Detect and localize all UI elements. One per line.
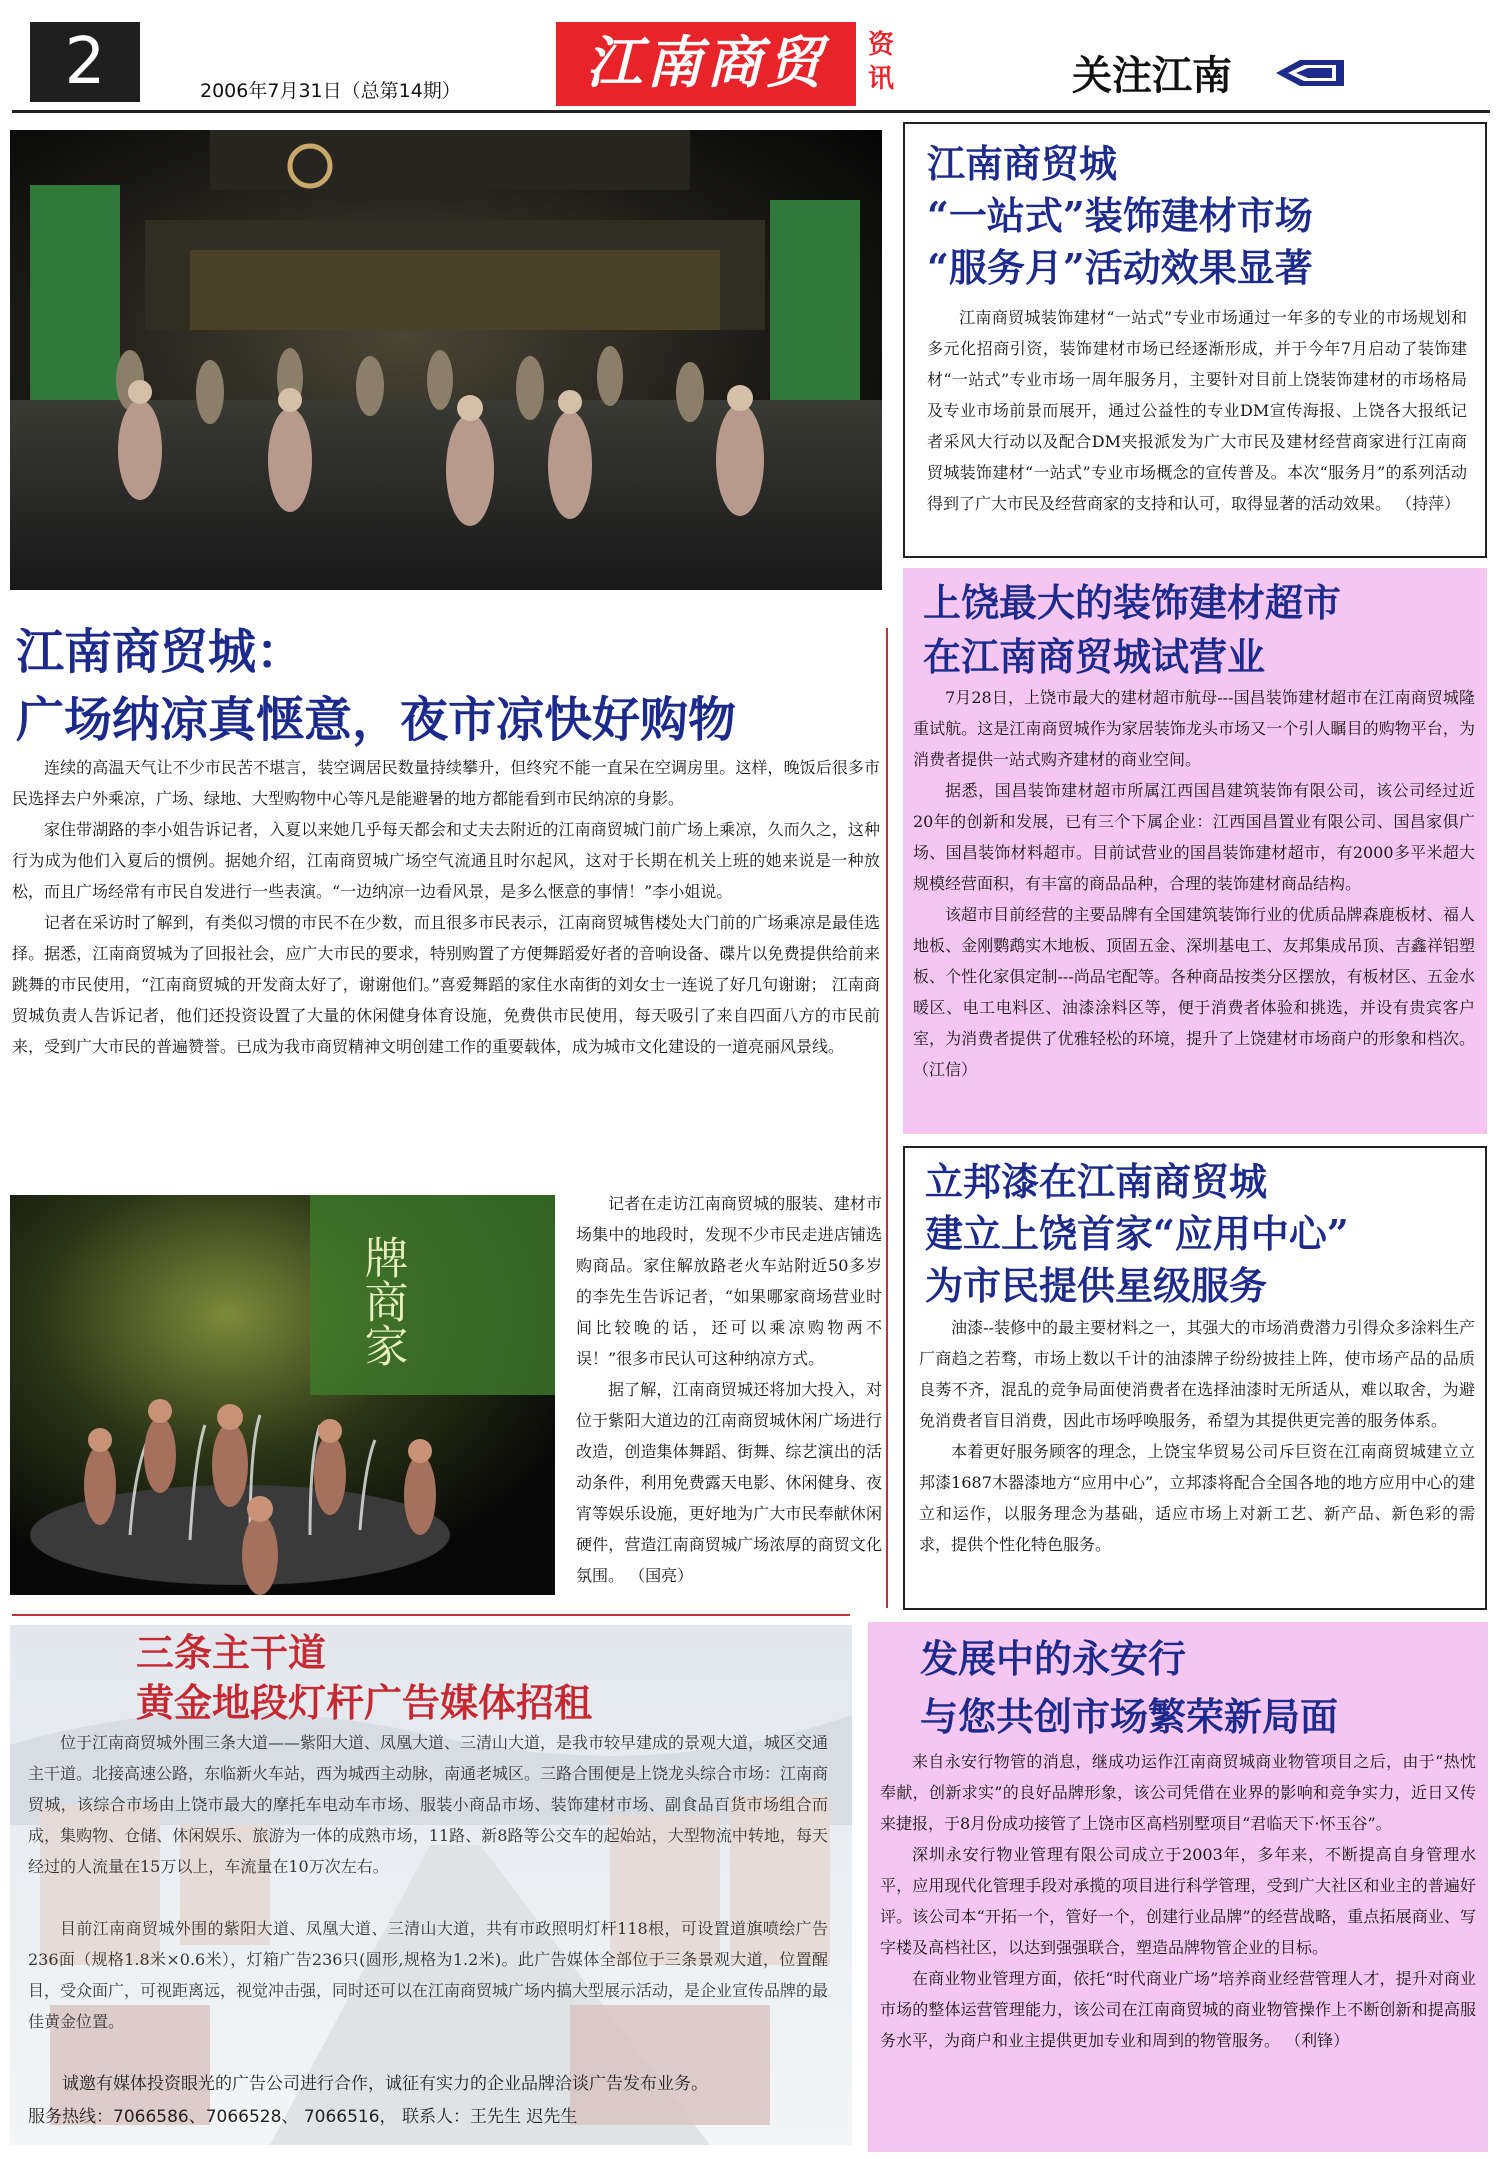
fountain-photo	[10, 1195, 555, 1595]
ad-invite: 诚邀有媒体投资眼光的广告公司进行合作，诚征有实力的企业品牌洽谈广告发布业务。	[62, 2074, 708, 2094]
paragraph: 江南商贸城装饰建材“一站式”专业市场通过一年多的专业的市场规划和多元化招商引资，装饰建材市场已经逐渐形成，并于今年7月启动了装饰建材“一站式”专业市场一周年服务月，主要针对目前上饶装饰建材的市场格局及专业市场前景而展开，通过公益性的专业DM宣传海报、上饶各大报纸记者采风大行动以及配合DM夹报派发为广大市民及建材经营商家进行江南商贸城装饰建材“一站式”专业市场概念的宣传普及。本次“服务月”的系列活动得到了广大市民及经营商家的支持和认可，取得显著的活动效果。 （持萍）	[927, 308, 1467, 513]
paragraph: 在商业物业管理方面，依托“时代商业广场”培养商业经营管理人才，提升对商业市场的整体运营管理能力，该公司在江南商贸城的商业物管操作上不断创新和提高服务水平，为商户和业主提供更加专业和周到的物管服务。 （利锋）	[880, 1969, 1476, 2050]
headline-line: 与您共创市场繁荣新局面	[920, 1694, 1339, 1739]
paragraph: 记者在走访江南商贸城的服装、建材市场集中的地段时，发现不少市民走进店铺选购商品。家住解放路老火车站附近50多岁的李先生告诉记者，“如果哪家商场营业时间比较晚的话，还可以乘凉购物两不误！”很多市民认可这种纳凉方式。	[576, 1194, 882, 1368]
ad-contact-line: 服务热线：7066586、7066528、 7066516， 联系人：王先生 迟先生	[28, 2107, 578, 2127]
paragraph: 该超市目前经营的主要品牌有全国建筑装饰行业的优质品牌森鹿板材、福人地板、金刚鹦鹉实木地板、顶固五金、深圳基电工、友邦集成吊顶、吉鑫祥铝塑板、个性化家俱定制---尚品宅配等。各种商品按类分区摆放，有板材区、五金水暖区、电工电料区、油漆涂料区等，便于消费者体验和挑选，并设有贵宾客户室，为消费者提供了优雅轻松的环境，提升了上饶建材市场商户的形象和档次。 （江信）	[913, 905, 1475, 1079]
paragraph: 深圳永安行物业管理有限公司成立于2003年，多年来，不断提高自身管理水平，应用现代化管理手段对承揽的项目进行科学管理，受到广大社区和业主的普遍好评。该公司本“开拓一个，管好一个，创建行业品牌”的经营战略，重点拓展商业、写字楼及高档社区，以达到强强联合，塑造品牌物管企业的目标。	[880, 1845, 1476, 1957]
logo-side-text: 资讯	[867, 30, 894, 94]
headline-line: 在江南商贸城试营业	[923, 634, 1266, 679]
paragraph: 来自永安行物管的消息，继成功运作江南商贸城商业物管项目之后，由于“热忱奉献，创新求实”的良好品牌形象，该公司凭借在业界的影响和竞争实力，近日又传来捷报，于8月份成功接管了上饶市区高档别墅项目“君临天下·怀玉谷”。	[880, 1752, 1476, 1833]
ad-body	[28, 1727, 828, 2037]
headline-line: 立邦漆在江南商贸城	[925, 1159, 1268, 1204]
column-divider	[886, 628, 888, 1608]
article-building-supermarket	[903, 568, 1487, 1134]
paragraph: 记者在采访时了解到，有类似习惯的市民不在少数，而且很多市民表示，江南商贸城售楼处大门前的广场乘凉是最佳选择。据悉，江南商贸城为了回报社会，应广大市民的要求，特别购置了方便舞蹈爱好者的音响设备、碟片以免费提供给前来跳舞的市民使用，“江南商贸城的开发商太好了，谢谢他们。”喜爱舞蹈的家住水南街的刘女士一连说了好几句谢谢； 江南商贸城负责人告诉记者，他们还投资设置了大量的休闲健身体育设施，免费供市民使用，每天吸引了来自四面八方的市民前来，受到广大市民的普遍赞誉。已成为我市商贸精神文明创建工作的重要载体，成为城市文化建设的一道亮丽风景线。	[12, 913, 880, 1056]
article-a-headline	[927, 138, 1467, 294]
main-article-body-column	[576, 1188, 882, 1591]
headline-line: 上饶最大的装饰建材超市	[923, 580, 1342, 625]
headline-line: 发展中的永安行	[920, 1636, 1187, 1681]
headline-line: 三条主干道	[136, 1630, 327, 1675]
section-arrow-icon	[1276, 60, 1344, 86]
paragraph: 家住带湖路的李小姐告诉记者，入夏以来她几乎每天都会和丈夫去附近的江南商贸城门前广场上乘凉，久而久之，这种行为成为他们入夏后的惯例。据她介绍，江南商贸城广场空气流通且时尔起风，这对于长期在机关上班的她来说是一种放松，而且广场经常有市民自发进行一些表演。“一边纳凉一边看风景，是多么惬意的事情！”李小姐说。	[12, 820, 880, 901]
article-b-body	[913, 682, 1475, 1085]
article-c-headline	[925, 1156, 1485, 1312]
masthead-logo: 江南商贸	[556, 22, 856, 106]
issue-date: 2006年7月31日（总第14期）	[200, 80, 461, 102]
headline-line: “服务月”活动效果显著	[927, 245, 1313, 290]
section-title: 关注江南	[1072, 52, 1232, 99]
section-divider	[12, 1614, 850, 1616]
article-service-month	[903, 122, 1487, 558]
article-d-headline	[920, 1630, 1480, 1746]
article-yonganxing	[868, 1622, 1488, 2152]
masthead-logo-side	[866, 28, 896, 96]
header-rule	[12, 110, 1490, 113]
plaza-dancing-photo	[10, 130, 882, 590]
paragraph: 目前江南商贸城外围的紫阳大道、凤凰大道、三清山大道，共有市政照明灯杆118根，可设置道旗喷绘广告236面（规格1.8米×0.6米），灯箱广告236只(圆形,规格为1.2米)。此广告媒体全部位于三条景观大道，位置醒目，受众面广，可视距离远，视觉冲击强，同时还可以在江南商贸城广场内搞大型展示活动，是企业宣传品牌的最佳黄金位置。	[28, 1919, 829, 2031]
headline-line: 广场纳凉真惬意，夜市凉快好购物	[16, 692, 737, 748]
ad-contact-block	[28, 2068, 828, 2134]
paragraph: 据了解，江南商贸城还将加大投入，对位于紫阳大道边的江南商贸城休闲广场进行改造，创造集体舞蹈、街舞、综艺演出的活动条件，利用免费露天电影、休闲健身、夜宵等娱乐设施，更好地为广大市民奉献休闲硬件，营造江南商贸城广场浓厚的商贸文化氛围。 （国亮）	[576, 1380, 882, 1585]
headline-line: 江南商贸城	[927, 141, 1118, 186]
paragraph: 7月28日，上饶市最大的建材超市航母---国昌装饰建材超市在江南商贸城隆重试航。这是江南商贸城作为家居装饰龙头市场又一个引人瞩目的购物平台，为消费者提供一站式购齐建材的商业空间。	[913, 688, 1475, 769]
photo-sign-text: 牌商家	[356, 1235, 408, 1367]
page-number: 2	[30, 22, 140, 102]
article-b-headline	[923, 576, 1473, 684]
paragraph: 本着更好服务顾客的理念，上饶宝华贸易公司斥巨资在江南商贸城建立立邦漆1687木器漆地方“应用中心”，立邦漆将配合全国各地的地方应用中心的建立和运作，以服务理念为基础，适应市场上对新工艺、新产品、新色彩的需求，提供个性化特色服务。	[919, 1442, 1475, 1554]
headline-line: 为市民提供星级服务	[925, 1263, 1268, 1308]
paragraph: 连续的高温天气让不少市民苦不堪言，装空调居民数量持续攀升，但终究不能一直呆在空调房里。这样，晚饭后很多市民选择去户外乘凉，广场、绿地、大型购物中心等凡是能避暑的地方都能看到市民纳凉的身影。	[12, 758, 880, 808]
paragraph: 位于江南商贸城外围三条大道——紫阳大道、凤凰大道、三清山大道，是我市较早建成的景观大道，城区交通主干道。北接高速公路，东临新火车站，西为城西主动脉，南通老城区。三路合围便是上饶龙头综合市场：江南商贸城，该综合市场由上饶市最大的摩托车电动车市场、服装小商品市场、装饰建材市场、副食品百货市场组合而成，集购物、仓储、休闲娱乐、旅游为一体的成熟市场，11路、新8路等公交车的起始站，大型物流中转地，每天经过的人流量在15万以上，车流量在10万次左右。	[28, 1733, 829, 1876]
main-article-headline	[16, 618, 876, 754]
headline-line: 黄金地段灯杆广告媒体招租	[136, 1680, 593, 1725]
article-d-body	[880, 1746, 1476, 2056]
ad-headline	[136, 1628, 836, 1728]
article-c-body	[919, 1312, 1475, 1560]
headline-line: 建立上饶首家“应用中心”	[925, 1211, 1349, 1256]
article-a-body	[927, 302, 1467, 519]
headline-line: 江南商贸城：	[16, 624, 305, 680]
main-article-body	[12, 752, 880, 1062]
paragraph: 据悉，国昌装饰建材超市所属江西国昌建筑装饰有限公司，该公司经过近20年的创新和发展，已有三个下属企业：江西国昌置业有限公司、国昌家俱广场、国昌装饰材料超市。目前试营业的国昌装饰建材超市，有2000多平米超大规模经营面积，有丰富的商品品种，合理的装饰建材商品结构。	[913, 781, 1475, 893]
paragraph: 油漆--装修中的最主要材料之一，其强大的市场消费潜力引得众多涂料生产厂商趋之若骛，市场上数以千计的油漆牌子纷纷披挂上阵，使市场产品的品质良莠不齐，混乱的竞争局面使消费者在选择油漆时无所适从，难以取舍，为避免消费者盲目消费，因此市场呼唤服务，希望为其提供更完善的服务体系。	[919, 1318, 1475, 1430]
article-nippon-paint	[903, 1146, 1487, 1610]
headline-line: “一站式”装饰建材市场	[927, 193, 1313, 238]
